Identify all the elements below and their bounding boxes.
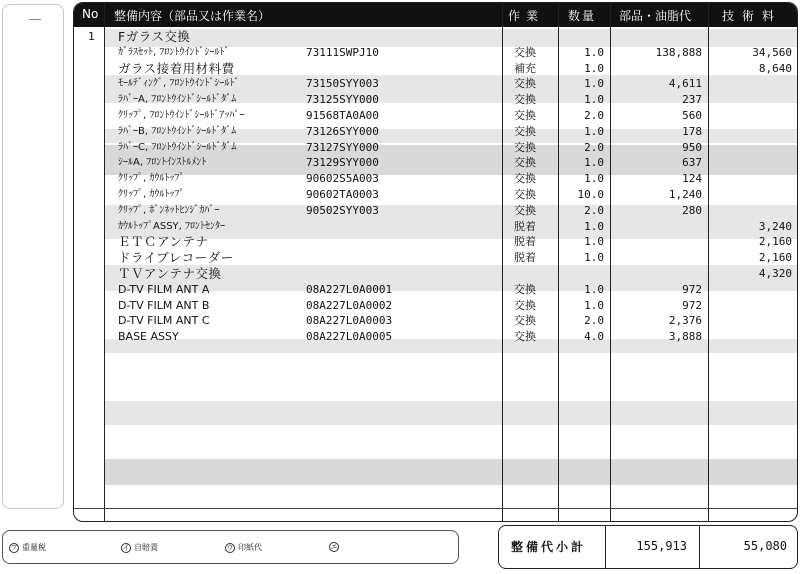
row-description: ドライブレコーダー xyxy=(118,250,234,266)
row-part-number: 90502SYY003 xyxy=(306,203,379,217)
table-row xyxy=(74,298,797,313)
row-operation: 交換 xyxy=(514,45,536,59)
row-tech-fee: 2,160 xyxy=(758,235,792,249)
fee-mark: ウ xyxy=(226,543,234,552)
row-no: 1 xyxy=(88,30,95,43)
table-row xyxy=(74,124,797,139)
shade-band xyxy=(104,401,798,425)
subtotal-tech: 55,080 xyxy=(743,539,787,553)
row-operation: 交換 xyxy=(514,109,536,122)
subtotal-divider xyxy=(605,526,606,568)
row-tech-fee: 2,160 xyxy=(758,251,792,265)
row-operation: 脱着 xyxy=(514,251,536,265)
row-quantity: 1.0 xyxy=(584,77,604,91)
table-bottom-rule xyxy=(74,508,797,509)
table-row xyxy=(74,203,797,218)
row-parts-cost: 237 xyxy=(682,93,702,107)
subtotal-parts: 155,913 xyxy=(636,539,687,553)
row-tech-fee: 3,240 xyxy=(758,219,792,233)
row-parts-cost: 1,240 xyxy=(668,188,702,201)
fee-item-other xyxy=(329,542,342,552)
row-parts-cost: 124 xyxy=(682,172,702,186)
subtotal-label: 整備代小計 xyxy=(511,540,587,554)
row-description: ﾓｰﾙﾃﾞｨﾝｸﾞ, ﾌﾛﾝﾄｳｲﾝﾄﾞｼｰﾙﾄﾞ xyxy=(118,78,240,90)
fee-mark: エ xyxy=(330,543,338,551)
row-operation: 脱着 xyxy=(514,235,536,249)
row-parts-cost: 138,888 xyxy=(655,45,702,59)
row-part-number: 08A227L0A0005 xyxy=(306,330,393,344)
row-description: D-TV FILM ANT A xyxy=(118,282,210,296)
row-quantity: 4.0 xyxy=(584,330,604,344)
fee-label: 自賠責 xyxy=(134,543,158,552)
row-description: ｼｰﾙA, ﾌﾛﾝﾄｲﾝｽﾄﾙﾒﾝﾄ xyxy=(118,157,207,169)
subtotal-box xyxy=(498,525,798,569)
margin-tick xyxy=(29,19,41,20)
row-operation: 交換 xyxy=(514,93,536,107)
table-row xyxy=(74,140,797,155)
row-part-number: 73125SYY000 xyxy=(306,93,379,107)
table-row xyxy=(74,61,797,76)
fees-box xyxy=(2,530,459,564)
fee-mark: ア xyxy=(10,543,18,552)
row-quantity: 1.0 xyxy=(584,298,604,312)
estimate-table xyxy=(73,2,798,522)
table-row xyxy=(74,266,797,281)
row-operation: 交換 xyxy=(514,77,536,91)
header-operation: 作業 xyxy=(508,9,545,23)
row-operation: 脱着 xyxy=(514,219,536,233)
header-description: 整備内容（部品又は作業名） xyxy=(114,9,271,23)
row-part-number: 90602TA0003 xyxy=(306,188,379,201)
table-row xyxy=(74,187,797,202)
row-description: ｸﾘｯﾌﾟ, ﾌﾛﾝﾄｳｲﾝﾄﾞｼｰﾙﾄﾞｱｯﾊﾟｰ xyxy=(118,110,245,121)
row-part-number: 08A227L0A0001 xyxy=(306,282,393,296)
row-description: ﾗﾊﾞｰC, ﾌﾛﾝﾄｳｲﾝﾄﾞｼｰﾙﾄﾞﾀﾞﾑ xyxy=(118,141,237,153)
row-parts-cost: 3,888 xyxy=(668,330,702,344)
row-parts-cost: 950 xyxy=(682,140,702,154)
row-operation: 交換 xyxy=(514,140,536,154)
row-description: ﾗﾊﾞｰB, ﾌﾛﾝﾄｳｲﾝﾄﾞｼｰﾙﾄﾞﾀﾞﾑ xyxy=(118,125,237,137)
row-quantity: 2.0 xyxy=(584,203,604,217)
row-quantity: 2.0 xyxy=(584,140,604,154)
row-quantity: 1.0 xyxy=(584,156,604,170)
row-parts-cost: 2,376 xyxy=(668,314,702,328)
row-description: BASE ASSY xyxy=(118,330,179,344)
table-row xyxy=(74,234,797,249)
row-parts-cost: 972 xyxy=(682,298,702,312)
fee-item-weight-tax xyxy=(9,542,46,553)
row-tech-fee: 4,320 xyxy=(758,267,792,280)
row-description: ｶﾞﾗｽｾｯﾄ, ﾌﾛﾝﾄｳｲﾝﾄﾞｼｰﾙﾄﾞ xyxy=(118,46,230,58)
table-row xyxy=(74,29,797,44)
table-row xyxy=(74,282,797,297)
row-part-number: 08A227L0A0003 xyxy=(306,314,393,328)
row-operation: 補充 xyxy=(514,61,536,75)
row-operation: 交換 xyxy=(514,330,536,344)
row-operation: 交換 xyxy=(514,314,536,328)
row-part-number: 90602S5A003 xyxy=(306,172,379,186)
header-parts-cost: 部品・油脂代 xyxy=(619,9,692,23)
row-parts-cost: 560 xyxy=(682,109,702,122)
row-description: ﾗﾊﾞｰA, ﾌﾛﾝﾄｳｲﾝﾄﾞｼｰﾙﾄﾞﾀﾞﾑ xyxy=(118,94,237,106)
left-margin-box xyxy=(2,4,64,509)
row-parts-cost: 972 xyxy=(682,282,702,296)
header-no: No xyxy=(82,7,99,21)
row-quantity: 2.0 xyxy=(584,109,604,122)
table-row xyxy=(74,108,797,123)
row-quantity: 1.0 xyxy=(584,45,604,59)
row-parts-cost: 178 xyxy=(682,124,702,138)
row-description: ＥＴＣアンテナ xyxy=(118,234,209,250)
table-row xyxy=(74,92,797,107)
row-description: D-TV FILM ANT C xyxy=(118,314,210,328)
row-part-number: 73126SYY000 xyxy=(306,124,379,138)
row-parts-cost: 4,611 xyxy=(668,77,702,91)
header-tech-fee: 技術料 xyxy=(722,9,783,23)
row-description: ＴＶアンテナ交換 xyxy=(118,266,222,281)
header-quantity: 数量 xyxy=(568,9,597,23)
row-quantity: 2.0 xyxy=(584,314,604,328)
row-quantity: 1.0 xyxy=(584,172,604,186)
table-row xyxy=(74,313,797,328)
table-row xyxy=(74,45,797,60)
row-description: ｸﾘｯﾌﾟ, ｶｳﾙﾄｯﾌﾟ xyxy=(118,173,185,185)
fee-label: 重量税 xyxy=(22,543,46,552)
row-description: ｸﾘｯﾌﾟ, ﾎﾞﾝﾈｯﾄﾋﾝｼﾞｶﾊﾞｰ xyxy=(118,204,220,216)
row-part-number: 73111SWPJ10 xyxy=(306,45,379,59)
table-row xyxy=(74,219,797,234)
row-part-number: 73127SYY000 xyxy=(306,140,379,154)
row-operation: 交換 xyxy=(514,172,536,186)
row-description: ｸﾘｯﾌﾟ, ｶｳﾙﾄｯﾌﾟ xyxy=(118,189,185,200)
row-operation: 交換 xyxy=(514,124,536,138)
row-parts-cost: 637 xyxy=(682,156,702,170)
table-row xyxy=(74,250,797,265)
fee-mark: イ xyxy=(122,543,130,552)
row-description: ｶｳﾙﾄｯﾌﾟASSY, ﾌﾛﾝﾄｾﾝﾀｰ xyxy=(118,220,226,232)
fee-label: 印紙代 xyxy=(238,543,262,552)
row-operation: 交換 xyxy=(514,298,536,312)
fee-item-stamp xyxy=(225,542,262,553)
row-tech-fee: 34,560 xyxy=(752,45,792,59)
fee-item-insurance xyxy=(121,542,158,553)
row-description: Fガラス交換 xyxy=(118,29,191,44)
table-row xyxy=(74,155,797,170)
table-row xyxy=(74,76,797,91)
row-quantity: 1.0 xyxy=(584,61,604,75)
row-tech-fee: 8,640 xyxy=(758,61,792,75)
row-quantity: 1.0 xyxy=(584,124,604,138)
table-header xyxy=(74,3,797,27)
row-description: D-TV FILM ANT B xyxy=(118,298,210,312)
row-part-number: 08A227L0A0002 xyxy=(306,298,393,312)
row-parts-cost: 280 xyxy=(682,203,702,217)
row-operation: 交換 xyxy=(514,203,536,217)
row-quantity: 1.0 xyxy=(584,93,604,107)
shade-band xyxy=(104,459,798,485)
row-quantity: 1.0 xyxy=(584,282,604,296)
row-quantity: 10.0 xyxy=(577,188,604,201)
row-part-number: 73150SYY003 xyxy=(306,77,379,91)
row-part-number: 73129SYY000 xyxy=(306,156,379,170)
row-quantity: 1.0 xyxy=(584,235,604,249)
table-row xyxy=(74,329,797,344)
row-operation: 交換 xyxy=(514,282,536,296)
row-quantity: 1.0 xyxy=(584,251,604,265)
row-description: ガラス接着用材料費 xyxy=(118,60,235,76)
subtotal-divider xyxy=(699,526,700,568)
row-operation: 交換 xyxy=(514,188,536,201)
row-quantity: 1.0 xyxy=(584,219,604,233)
row-operation: 交換 xyxy=(514,156,536,170)
row-part-number: 91568TA0A00 xyxy=(306,109,379,122)
table-row xyxy=(74,171,797,186)
